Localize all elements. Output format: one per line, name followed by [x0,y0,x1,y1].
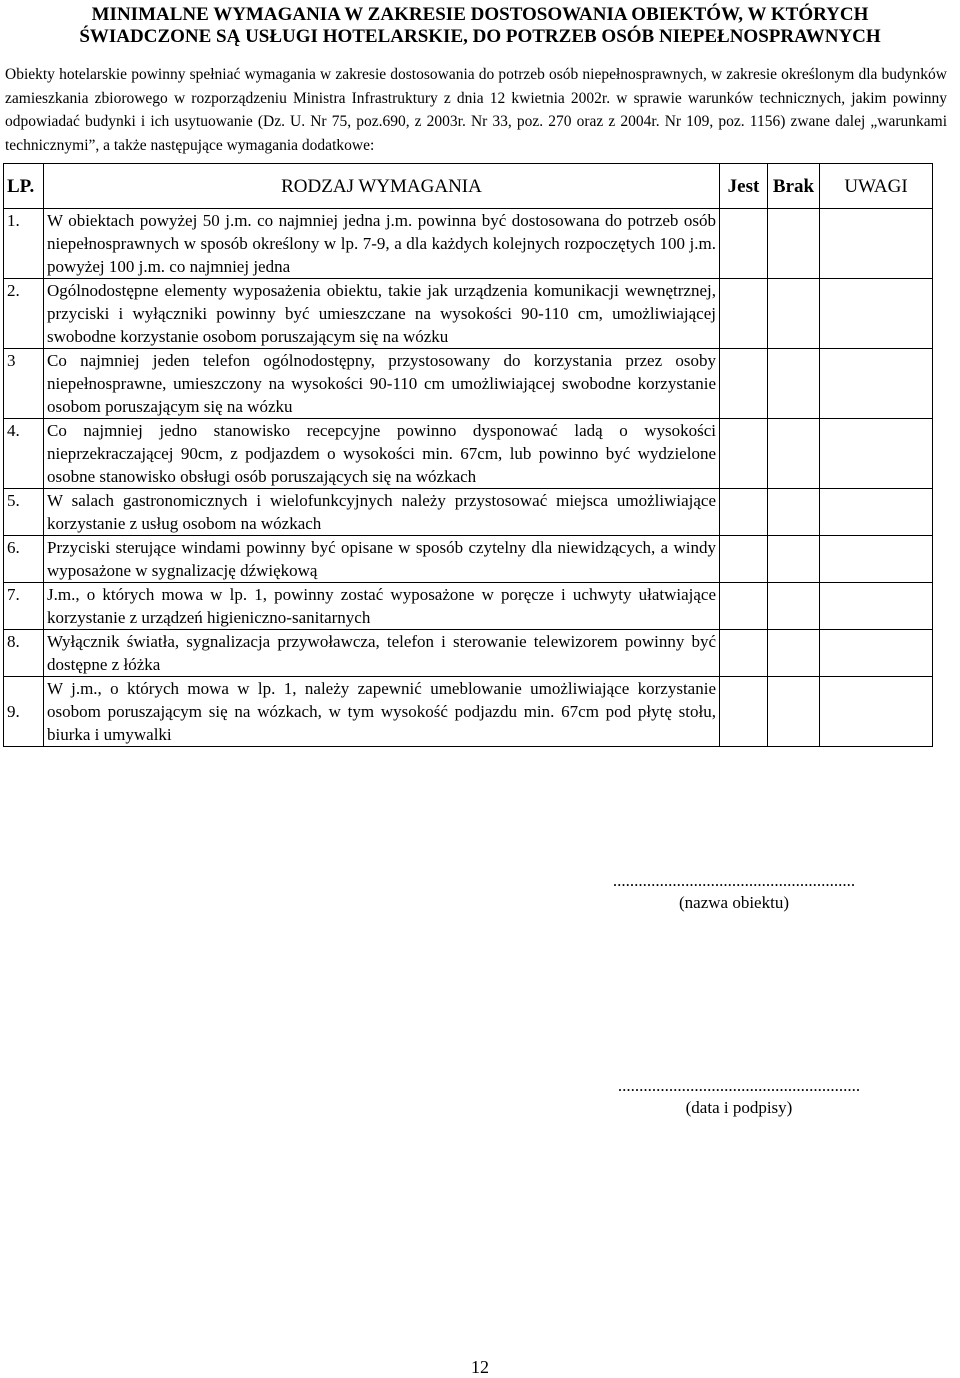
uwagi-cell[interactable] [820,419,933,489]
uwagi-cell[interactable] [820,279,933,349]
brak-cell[interactable] [768,536,820,583]
signature-block-object-name [562,870,906,914]
brak-cell[interactable] [768,279,820,349]
uwagi-cell[interactable] [820,489,933,536]
header-brak: Brak [768,164,820,209]
row-requirement-text: Wyłącznik światła, sygnalizacja przywoławcza, telefon i sterowanie telewizorem powinny być dostępne z łóżka [44,630,720,677]
header-lp: LP. [4,164,44,209]
uwagi-cell[interactable] [820,536,933,583]
row-requirement-text: Co najmniej jedno stanowisko recepcyjne powinno dysponować ladą o wysokości nieprzekraczającej 90cm, z podjazdem o wysokości min. 67cm, lub powinno być wydzielone osobne stanowisko obsługi osób poruszających się na wózkach [44,419,720,489]
brak-cell[interactable] [768,583,820,630]
header-jest: Jest [720,164,768,209]
table-row [4,489,933,536]
uwagi-cell[interactable] [820,349,933,419]
document-title-line-1: MINIMALNE WYMAGANIA W ZAKRESIE DOSTOSOWANIA OBIEKTÓW, W KTÓRYCH [91,4,869,25]
date-signature-label: (data i podpisy) [685,1098,793,1117]
brak-cell[interactable] [768,419,820,489]
uwagi-cell[interactable] [820,677,933,747]
row-requirement-text: Ogólnodostępne elementy wyposażenia obiektu, takie jak urządzenia komunikacji wewnętrznej, przyciski i wyłączniki powinny być umieszczane na wysokości 90-110 cm, umożliwiającej swobodne korzystanie osobom poruszającym się na wózku [44,279,720,349]
table-row [4,279,933,349]
table-row [4,677,933,747]
jest-cell[interactable] [720,583,768,630]
table-row [4,419,933,489]
table-row [4,630,933,677]
header-uwagi: UWAGI [820,164,933,209]
jest-cell[interactable] [720,419,768,489]
table-row [4,583,933,630]
jest-cell[interactable] [720,536,768,583]
brak-cell[interactable] [768,209,820,279]
table-row [4,536,933,583]
uwagi-cell[interactable] [820,583,933,630]
table-row [4,349,933,419]
row-number: 5. [4,489,44,536]
row-number: 9. [4,677,44,747]
row-number: 8. [4,630,44,677]
page-number: 12 [471,1357,489,1377]
row-number: 3 [4,349,44,419]
row-number: 2. [4,279,44,349]
brak-cell[interactable] [768,630,820,677]
header-rodzaj-wymagania: RODZAJ WYMAGANIA [44,164,720,209]
brak-cell[interactable] [768,349,820,419]
row-number: 1. [4,209,44,279]
brak-cell[interactable] [768,677,820,747]
table-row [4,209,933,279]
row-number: 7. [4,583,44,630]
row-requirement-text: Przyciski sterujące windami powinny być opisane w sposób czytelny dla niewidzących, a windy wyposażone w sygnalizację dźwiękową [44,536,720,583]
jest-cell[interactable] [720,677,768,747]
uwagi-cell[interactable] [820,630,933,677]
brak-cell[interactable] [768,489,820,536]
uwagi-cell[interactable] [820,209,933,279]
object-name-dotted-line[interactable]: ......................................................... [612,871,856,890]
jest-cell[interactable] [720,489,768,536]
document-title [0,4,960,48]
row-requirement-text: W obiektach powyżej 50 j.m. co najmniej jedna j.m. powinna być dostosowana do potrzeb osób niepełnosprawnych w sposób określony w lp. 7-9, a dla każdych kolejnych rozpoczętych 100 j.m. powyżej 100 j.m. co najmniej jedna [44,209,720,279]
table-header-row [4,164,933,209]
row-requirement-text: W j.m., o których mowa w lp. 1, należy zapewnić umeblowanie umożliwiające korzystanie osobom poruszającym się na wózkach, w tym wysokość podjazdu min. 67cm pod płytę stołu, biurka i umywalki [44,677,720,747]
jest-cell[interactable] [720,630,768,677]
row-requirement-text: J.m., o których mowa w lp. 1, powinny zostać wyposażone w poręcze i uchwyty ułatwiające korzystanie z urządzeń higieniczno-sanitarnych [44,583,720,630]
jest-cell[interactable] [720,349,768,419]
intro-paragraph: Obiekty hotelarskie powinny spełniać wymagania w zakresie dostosowania do potrzeb osób niepełnosprawnych, w zakresie określonym dla budynków zamieszkania zbiorowego w rozporządzeniu Ministra Infrastruktury z dnia 12 kwietnia 2002r. w sprawie warunków technicznych, jakim powinny odpowiadać budynki i ich usytuowanie (Dz. U. Nr 75, poz.690, z 2003r. Nr 33, poz. 270 oraz z 2004r. Nr 109, poz. 1156) zwane dalej „warunkami technicznymi”, a także następujące wymagania dodatkowe: [5,66,947,154]
requirements-table [3,163,933,747]
row-requirement-text: W salach gastronomicznych i wielofunkcyjnych należy przystosować miejsca umożliwiające korzystanie z usług osobom na wózkach [44,489,720,536]
object-name-label: (nazwa obiektu) [679,893,789,912]
signature-block-date-signatures [564,1075,914,1119]
row-requirement-text: Co najmniej jeden telefon ogólnodostępny, przystosowany do korzystania przez osoby niepełnosprawne, umieszczony na wysokości 90-110 cm umożliwiającej swobodne korzystanie osobom poruszającym się na wózku [44,349,720,419]
row-number: 6. [4,536,44,583]
row-number: 4. [4,419,44,489]
document-title-line-2: ŚWIADCZONE SĄ USŁUGI HOTELARSKIE, DO POTRZEB OSÓB NIEPEŁNOSPRAWNYCH [79,26,881,47]
date-signature-dotted-line[interactable]: ......................................................... [617,1076,861,1095]
jest-cell[interactable] [720,279,768,349]
jest-cell[interactable] [720,209,768,279]
